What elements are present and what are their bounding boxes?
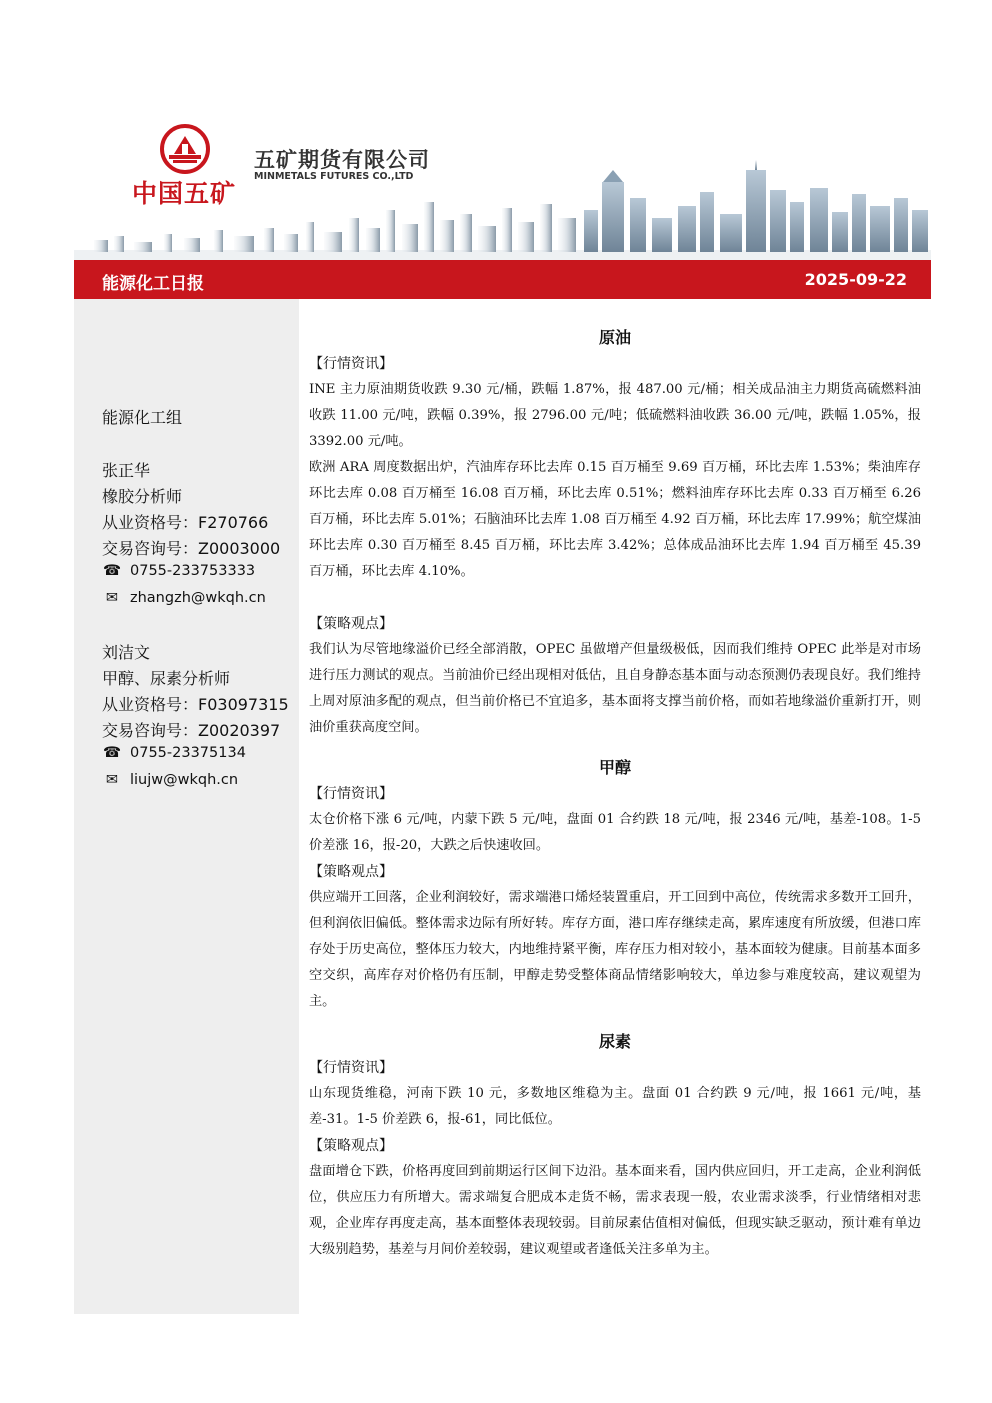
strategy-view-paragraph: 盘面增仓下跌，价格再度回到前期运行区间下边沿。基本面来看，国内供应回归，开工走高，企业利润低位，供应压力有所增大。需求端复合肥成本走货不畅，需求表现一般，农业需求淡季，行业情绪相对悲观，企业库存再度走高，基本面整体表现较弱。目前尿素估值相对偏低，但现实缺乏驱动，预计难有单边大级别趋势，基差与月间价差较弱，建议观望或者逢低关注多单为主。 xyxy=(309,1164,921,1257)
analyst-qualification: 从业资格号：F270766 xyxy=(102,513,269,532)
analyst-phone xyxy=(102,745,246,761)
analyst-sidebar xyxy=(74,299,299,1314)
analyst-role: 甲醇、尿素分析师 xyxy=(102,669,231,688)
strategy-view-paragraph: 供应端开工回落，企业利润较好，需求端港口烯烃装置重启，开工回到中高位，传统需求多数开工回升，但利润依旧偏低。整体需求边际有所好转。库存方面，港口库存继续走高，累库速度有所放缓，但港口库存处于历史高位，整体压力较大，内地维持紧平衡，库存压力相对较小，基本面较为健康。目前基本面多空交织，高库存对价格仍有压制，甲醇走势受整体商品情绪影响较大，单边参与难度较高，建议观望为主。 xyxy=(309,890,921,1009)
report-body xyxy=(309,325,921,1263)
company-name-cn: 五矿期货有限公司 xyxy=(254,148,430,172)
market-news-paragraph: 山东现货维稳，河南下跌 10 元，多数地区维稳为主。盘面 01 合约跌 9 元/吨，报 1661 元/吨，基差-31。1-5 价差跌 6，报-61，同比低位。 xyxy=(309,1086,921,1127)
section-title: 原油 xyxy=(598,328,631,347)
analyst-email-address[interactable]: zhangzh@wkqh.cn xyxy=(130,590,266,606)
market-news-paragraph: 欧洲 ARA 周度数据出炉，汽油库存环比去库 0.15 百万桶至 9.69 百万桶，环比去库 1.53%；柴油库存环比去库 0.08 百万桶至 16.08 百万桶，环比去库 0.51%；燃料油库存环比去库 0.33 百万桶至 6.26 百万桶，环比去库 5.01%；石脑油环比去库 1.08 百万桶至 4.92 百万桶，环比去库 17.99%；航空煤油环比去库 0.30 百万桶至 8.45 百万桶，环比去库 3.42%；总体成品油环比去库 1.94 百万桶至 45.39 百万桶，环比去库 4.10%。 xyxy=(309,460,921,579)
section-methanol xyxy=(309,755,921,1015)
analyst-phone-number: 0755-233753333 xyxy=(130,563,256,579)
minmetals-emblem-icon xyxy=(160,124,210,176)
strategy-view-label: 【策略观点】 xyxy=(309,616,393,632)
analyst-consult-number: 交易咨询号：Z0003000 xyxy=(102,539,281,558)
section-title: 甲醇 xyxy=(598,758,631,777)
report-header xyxy=(74,110,931,260)
analyst-qualification: 从业资格号：F03097315 xyxy=(102,695,289,714)
market-news-paragraph: 太仓价格下涨 6 元/吨，内蒙下跌 5 元/吨，盘面 01 合约跌 18 元/吨，报 2346 元/吨，基差-108。1-5 价差涨 16，报-20，大跌之后快速收回。 xyxy=(309,812,921,853)
envelope-icon: ✉ xyxy=(105,772,119,788)
market-news-label: 【行情资讯】 xyxy=(309,786,393,802)
analyst-role: 橡胶分析师 xyxy=(102,487,183,506)
report-date: 2025-09-22 xyxy=(804,270,907,289)
section-urea xyxy=(309,1029,921,1263)
analyst-phone-number: 0755-23375134 xyxy=(130,745,246,761)
report-title: 能源化工日报 xyxy=(102,274,204,294)
company-name-en: MINMETALS FUTURES CO.,LTD xyxy=(254,171,414,182)
report-title-bar xyxy=(74,260,931,299)
market-news-paragraph: INE 主力原油期货收跌 9.30 元/桶，跌幅 1.87%，报 487.00 元/桶；相关成品油主力期货高硫燃料油收跌 11.00 元/吨，跌幅 0.39%，报 2796.00 元/吨；低硫燃料油收跌 36.00 元/吨，跌幅 1.05%，报 3392.00 元/吨。 xyxy=(309,382,921,449)
strategy-view-paragraph: 我们认为尽管地缘溢价已经全部消散，OPEC 虽做增产但量级极低，因而我们维持 OPEC 此举是对市场进行压力测试的观点。当前油价已经出现相对低估，且自身静态基本面与动态预测仍表现良好。我们维持上周对原油多配的观点，但当前价格已不宜追多，基本面将支撑当前价格，而如若地缘溢价重新打开，则油价重获高度空间。 xyxy=(309,642,921,735)
market-news-label: 【行情资讯】 xyxy=(309,356,393,372)
team-name: 能源化工组 xyxy=(102,408,183,427)
strategy-view-label: 【策略观点】 xyxy=(309,864,393,880)
analyst-email[interactable] xyxy=(102,590,266,606)
section-title: 尿素 xyxy=(598,1032,631,1051)
analyst-name: 张正华 xyxy=(102,461,151,480)
envelope-icon: ✉ xyxy=(105,590,119,606)
analyst-email-address[interactable]: liujw@wkqh.cn xyxy=(130,772,239,788)
phone-icon: ☎ xyxy=(102,563,122,579)
strategy-view-label: 【策略观点】 xyxy=(309,1138,393,1154)
analyst-phone xyxy=(102,563,255,579)
logo-wordmark: 中国五矿 xyxy=(132,179,237,208)
phone-icon: ☎ xyxy=(102,745,122,761)
analyst-consult-number: 交易咨询号：Z0020397 xyxy=(102,721,281,740)
market-news-label: 【行情资讯】 xyxy=(309,1060,393,1076)
analyst-name: 刘洁文 xyxy=(102,643,151,662)
analyst-email[interactable] xyxy=(102,772,238,788)
section-crude-oil xyxy=(309,325,921,741)
